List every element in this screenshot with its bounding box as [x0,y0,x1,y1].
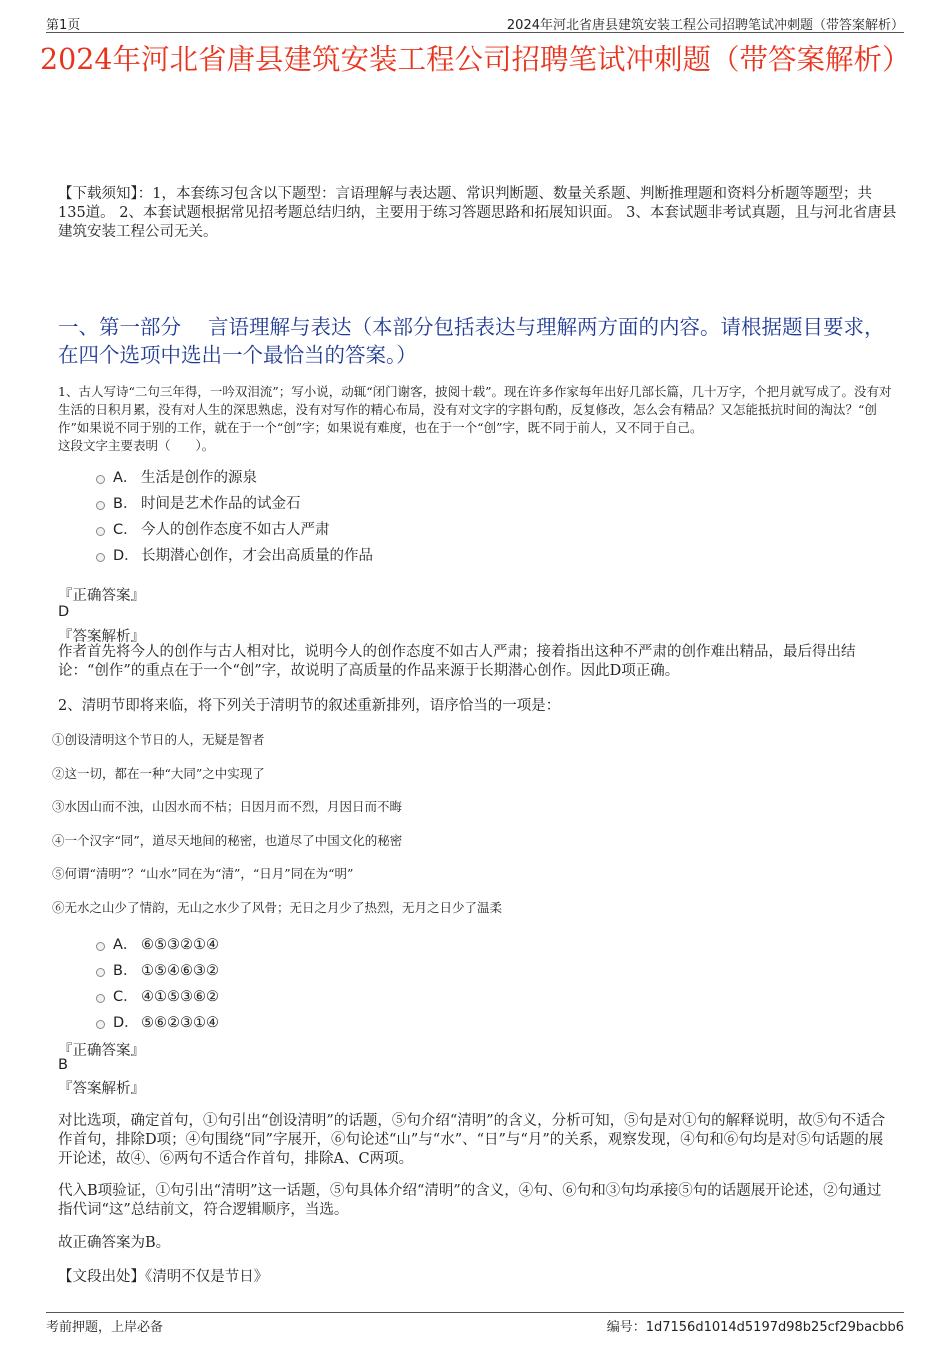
statement-4: ④一个汉字“同”，道尽天地间的秘密，也道尽了中国文化的秘密 [52,833,403,848]
radio-icon[interactable] [96,994,105,1003]
q2-answer-label: 『正确答案』 [58,1043,145,1059]
q1-analysis-label: 『答案解析』 [58,629,145,645]
section-heading: 一、第一部分 言语理解与表达（本部分包括表达与理解两方面的内容。请根据题目要求，在四个选项中选出一个最恰当的答案。） [58,315,885,367]
q2-answer: B [58,1057,68,1073]
q1-option-b[interactable]: B． 时间是艺术作品的试金石 [96,492,301,513]
q2-source: 【文段出处】《清明不仅是节日》 [58,1269,269,1285]
q1-option-d[interactable]: D． 长期潜心创作，才会出高质量的作品 [96,544,373,565]
q2-analysis-paragraph-3: 故正确答案为B。 [58,1235,171,1251]
radio-icon[interactable] [96,553,105,562]
page-title: 2024年河北省唐县建筑安装工程公司招聘笔试冲刺题（带答案解析） [40,43,911,76]
statement-3: ③水因山而不浊，山因水而不枯；日因月而不烈，月因日而不晦 [52,799,403,814]
footer-slogan: 考前押题，上岸必备 [46,1320,164,1335]
document-code: 编号：1d7156d1014d5197d98b25cf29bacbb6 [606,1320,904,1335]
q2-option-c[interactable]: C． ④①⑤③⑥② [96,985,219,1006]
q2-option-b[interactable]: B． ①⑤④⑥③② [96,959,219,980]
radio-icon[interactable] [96,475,105,484]
statement-5: ⑤何谓“清明”？“山水”同在为“清”，“日月”同在为“明” [52,866,354,881]
q1-analysis: 作者首先将今人的创作与古人相对比，说明今人的创作态度不如古人严肃；接着指出这种不严肃的创作难出精品，最后得出结论：“创作”的重点在于一个“创”字，故说明了高质量的作品来源于长期潜心创作。因此D项正确。 [58,644,856,679]
question-1-text: 1、古人写诗“二句三年得，一吟双泪流”；写小说，动辄“闭门谢客，披阅十载”。现在许多作家每年出好几部长篇，几十万字，个把月就写成了。没有对生活的日积月累，没有对人生的深思熟虑，没有对写作的精心布局，没有对文字的字斟句酌，反复修改，怎么会有精品？又怎能抵抗时间的淘汰？“创作”如果说不同于别的工作，就在于一个“创”字；如果说有难度，也在于一个“创”字，既不同于前人，又不同于自己。 [58,384,892,435]
q2-analysis-paragraph-1: 对比选项，确定首句，①句引出“创设清明”的话题，⑤句介绍“清明”的含义，分析可知，⑤句是对①句的解释说明，故⑤句不适合作首句，排除D项；④句围绕“同”字展开，⑥句论述“山”与“水”、“日”与“月”的关系，观察发现，④句和⑥句均是对⑤句话题的展开论述，故④、⑥两句不适合作首句，排除A、C两项。 [58,1113,886,1167]
statement-1: ①创设清明这个节日的人，无疑是智者 [52,732,265,747]
radio-icon[interactable] [96,942,105,951]
question-1-stem [58,383,894,455]
q2-option-a[interactable]: A． ⑥⑤③②①④ [96,933,219,954]
q2-analysis-paragraph-2: 代入B项验证，①句引出“清明”这一话题，⑤句具体介绍“清明”的含义，④句、⑥句和③句均承接⑤句的话题展开论述，②句通过指代词“这”总结前文，符合逻辑顺序，当选。 [58,1183,882,1218]
page-number: 第1页 [46,18,81,33]
download-notice: 【下载须知】：1，本套练习包含以下题型：言语理解与表达题、常识判断题、数量关系题、判断推理题和资料分析题等题型；共135道。 2、本套试题根据常见招考题总结归纳，主要用于练习答题思路和拓展知识面。 3、本套试题非考试真题，且与河北省唐县建筑安装工程公司无关。 [58,186,897,240]
radio-icon[interactable] [96,1020,105,1029]
page-header [46,12,904,33]
question-1-prompt: 这段文字主要表明（ ）。 [58,438,215,453]
page-footer [46,1312,904,1333]
statement-6: ⑥无水之山少了情韵，无山之水少了风骨；无日之月少了热烈，无月之日少了温柔 [52,900,503,915]
radio-icon[interactable] [96,968,105,977]
radio-icon[interactable] [96,527,105,536]
question-2-stem: 2、清明节即将来临，将下列关于清明节的叙述重新排列，语序恰当的一项是： [58,698,561,714]
q1-option-a[interactable]: A． 生活是创作的源泉 [96,466,257,487]
q1-answer-label: 『正确答案』 [58,588,145,604]
statement-2: ②这一切，都在一种“大同”之中实现了 [52,766,265,781]
q1-option-c[interactable]: C． 今人的创作态度不如古人严肃 [96,518,330,539]
q2-analysis-label: 『答案解析』 [58,1081,145,1097]
q2-option-d[interactable]: D． ⑤⑥②③①④ [96,1011,219,1032]
radio-icon[interactable] [96,501,105,510]
q1-answer: D [58,604,70,620]
header-doc-title: 2024年河北省唐县建筑安装工程公司招聘笔试冲刺题（带答案解析） [506,18,904,33]
